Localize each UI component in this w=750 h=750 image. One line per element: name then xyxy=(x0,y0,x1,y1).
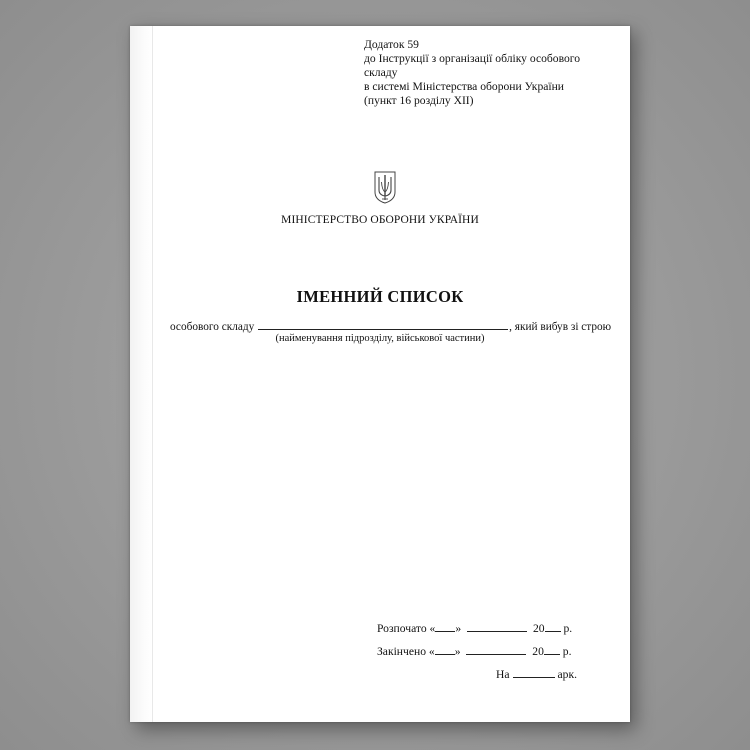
subject-suffix: , який вибув зі строю xyxy=(509,321,612,333)
sheets-suffix: арк. xyxy=(557,668,577,681)
finished-year-prefix: 20 xyxy=(532,645,544,658)
started-year-prefix: 20 xyxy=(532,622,545,635)
ministry-name: МІНІСТЕРСТВО ОБОРОНИ УКРАЇНИ xyxy=(281,214,479,226)
appendix-line-2: в системі Міністерства оборони України xyxy=(364,80,565,93)
subject-prefix: особового складу xyxy=(170,321,255,333)
appendix-line-3: (пункт 16 розділу XII) xyxy=(364,94,474,107)
unit-name-blank xyxy=(258,320,508,330)
sheets-count-blank xyxy=(513,668,555,678)
appendix-line-1: до Інструкції з організації обліку особового складу xyxy=(364,52,581,79)
sheets-prefix: На xyxy=(495,668,510,681)
dates-block xyxy=(377,622,587,691)
finished-label: Закінчено « xyxy=(377,645,435,658)
appendix-number: Додаток 59 xyxy=(364,38,419,51)
sheets-line xyxy=(377,668,587,691)
finished-year-suffix: р. xyxy=(562,645,572,658)
started-month-blank xyxy=(467,622,527,632)
appendix-block xyxy=(364,38,614,108)
started-line xyxy=(377,622,587,645)
finished-line xyxy=(377,645,587,668)
started-year-blank xyxy=(545,622,561,632)
subject-line xyxy=(170,320,610,333)
finished-quote-close: » xyxy=(454,645,461,658)
started-day-blank xyxy=(435,622,455,632)
document-page xyxy=(130,26,630,722)
finished-month-blank xyxy=(466,645,526,655)
started-year-suffix: р. xyxy=(563,622,573,635)
started-label: Розпочато « xyxy=(377,622,436,635)
finished-year-blank xyxy=(544,645,560,655)
started-quote-close: » xyxy=(455,622,462,635)
page-spine xyxy=(130,26,153,722)
document-title: ІМЕННИЙ СПИСОК xyxy=(296,287,464,306)
trident-icon xyxy=(373,170,397,204)
finished-day-blank xyxy=(435,645,455,655)
unit-name-caption: (найменування підрозділу, військової частини) xyxy=(275,333,485,344)
